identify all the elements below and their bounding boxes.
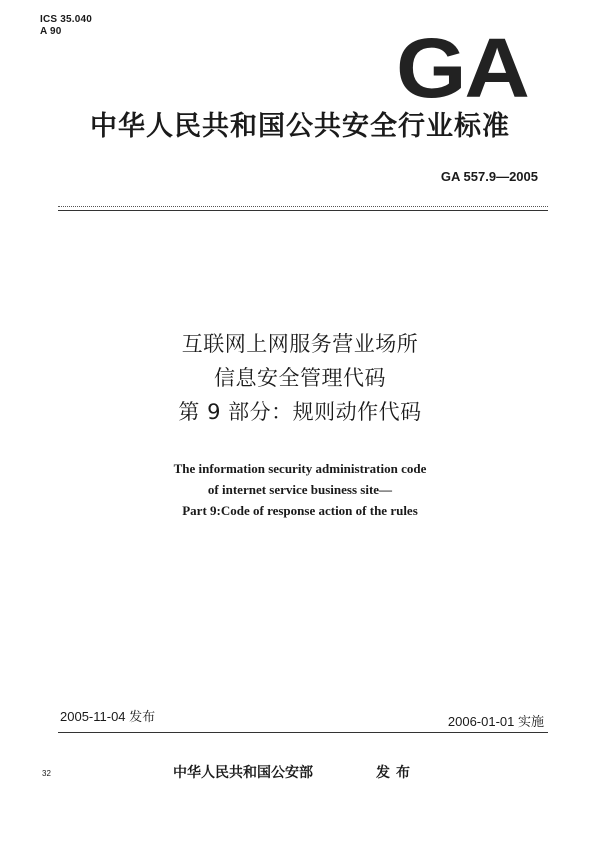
- classification-codes: [40, 14, 92, 38]
- implementation-date: 2006-01-01 实施: [447, 714, 544, 729]
- chinese-title: [0, 327, 600, 429]
- publish-label: 发布: [376, 765, 416, 781]
- page-number: 32: [42, 769, 51, 778]
- english-title-line-3: Part 9:Code of response action of the rules: [182, 503, 418, 518]
- english-title-line-2: of internet service business site—: [207, 482, 393, 497]
- english-title: [0, 458, 600, 521]
- publisher-name: 中华人民共和国公安部: [173, 765, 313, 781]
- chinese-title-line-2: 信息安全管理代码: [214, 366, 386, 390]
- chinese-title-line-3: 第 9 部分：规则动作代码: [178, 400, 422, 424]
- header-divider-dotted: [58, 206, 548, 207]
- standard-number: GA 557.9—2005: [440, 169, 538, 184]
- ics-code: ICS 35.040: [40, 14, 93, 25]
- header-divider: [58, 210, 548, 211]
- issue-date: 2005-11-04 发布: [60, 709, 156, 724]
- ccs-code: A 90: [40, 26, 62, 37]
- chinese-title-line-1: 互联网上网服务营业场所: [181, 332, 419, 356]
- ga-logo: GA: [396, 21, 528, 115]
- footer-divider: [58, 732, 548, 733]
- issuing-authority-title: 中华人民共和国公共安全行业标准: [90, 111, 510, 142]
- english-title-line-1: The information security administration code: [173, 461, 427, 476]
